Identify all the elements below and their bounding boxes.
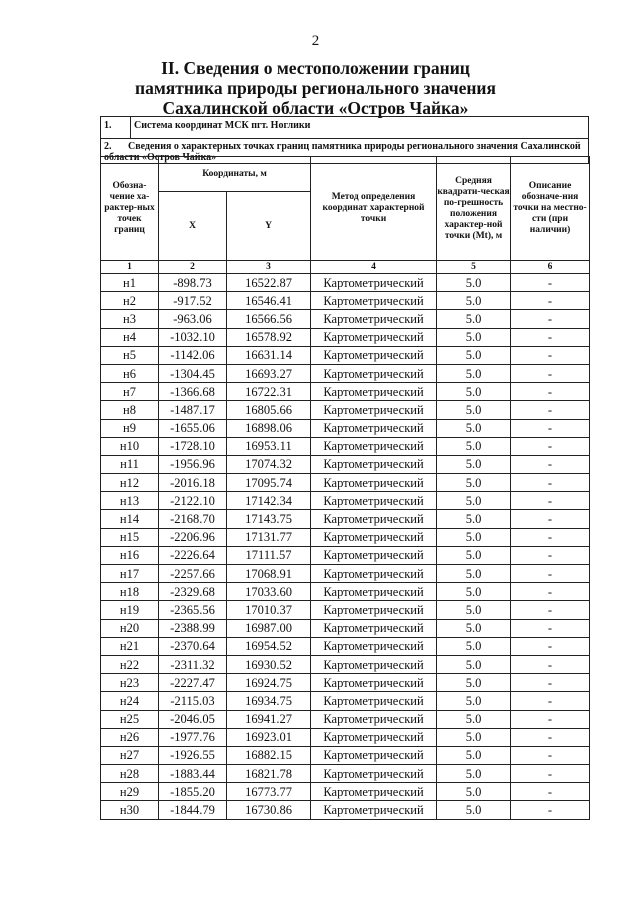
coordinate-y-cell: 16953.11: [227, 437, 311, 455]
column-index: 5: [437, 261, 511, 274]
point-designation-cell: н8: [101, 401, 159, 419]
method-cell: Картометрический: [311, 292, 437, 310]
point-designation-cell: н9: [101, 419, 159, 437]
header-coordinates: Координаты, м: [159, 157, 311, 192]
method-cell: Картометрический: [311, 383, 437, 401]
column-index: 2: [159, 261, 227, 274]
coordinate-x-cell: -2227.47: [159, 674, 227, 692]
point-designation-cell: н17: [101, 565, 159, 583]
error-cell: 5.0: [437, 474, 511, 492]
point-designation-cell: н27: [101, 746, 159, 764]
table-row: [101, 383, 590, 401]
column-index: 3: [227, 261, 311, 274]
description-cell: -: [511, 765, 590, 783]
coordinate-y-cell: 16522.87: [227, 274, 311, 292]
table-row: [101, 401, 590, 419]
point-designation-cell: н25: [101, 710, 159, 728]
description-cell: -: [511, 583, 590, 601]
method-cell: Картометрический: [311, 364, 437, 382]
table-row: [101, 546, 590, 564]
method-cell: Картометрический: [311, 637, 437, 655]
description-cell: -: [511, 292, 590, 310]
error-cell: 5.0: [437, 346, 511, 364]
point-designation-cell: н15: [101, 528, 159, 546]
section-1-number: 1.: [101, 117, 131, 139]
coordinate-x-cell: -2370.64: [159, 637, 227, 655]
description-cell: -: [511, 565, 590, 583]
table-row: [101, 728, 590, 746]
method-cell: Картометрический: [311, 455, 437, 473]
error-cell: 5.0: [437, 274, 511, 292]
coordinate-y-cell: 16934.75: [227, 692, 311, 710]
error-cell: 5.0: [437, 310, 511, 328]
description-cell: -: [511, 383, 590, 401]
coordinate-x-cell: -2206.96: [159, 528, 227, 546]
error-cell: 5.0: [437, 801, 511, 819]
description-cell: -: [511, 546, 590, 564]
coordinate-y-cell: 16930.52: [227, 655, 311, 673]
coordinate-x-cell: -1032.10: [159, 328, 227, 346]
table-row: [101, 364, 590, 382]
coordinate-y-cell: 16898.06: [227, 419, 311, 437]
table-row: [101, 437, 590, 455]
coordinate-x-cell: -2168.70: [159, 510, 227, 528]
point-designation-cell: н20: [101, 619, 159, 637]
point-designation-cell: н28: [101, 765, 159, 783]
error-cell: 5.0: [437, 710, 511, 728]
method-cell: Картометрический: [311, 601, 437, 619]
error-cell: 5.0: [437, 674, 511, 692]
table-row: [101, 528, 590, 546]
error-cell: 5.0: [437, 328, 511, 346]
error-cell: 5.0: [437, 637, 511, 655]
coordinate-y-cell: 17142.34: [227, 492, 311, 510]
point-designation-cell: н2: [101, 292, 159, 310]
method-cell: Картометрический: [311, 474, 437, 492]
coordinate-x-cell: -1728.10: [159, 437, 227, 455]
table-row: [101, 783, 590, 801]
method-cell: Картометрический: [311, 728, 437, 746]
method-cell: Картометрический: [311, 401, 437, 419]
header-point-designation: Обозна-чение ха-рактер-ных точек границ: [101, 157, 159, 261]
error-cell: 5.0: [437, 437, 511, 455]
method-cell: Картометрический: [311, 710, 437, 728]
point-designation-cell: н19: [101, 601, 159, 619]
description-cell: -: [511, 746, 590, 764]
error-cell: 5.0: [437, 601, 511, 619]
method-cell: Картометрический: [311, 528, 437, 546]
method-cell: Картометрический: [311, 492, 437, 510]
description-cell: -: [511, 346, 590, 364]
table-row: [101, 565, 590, 583]
column-index: 6: [511, 261, 590, 274]
coordinate-x-cell: -963.06: [159, 310, 227, 328]
description-cell: -: [511, 783, 590, 801]
coordinate-x-cell: -2311.32: [159, 655, 227, 673]
coordinate-x-cell: -917.52: [159, 292, 227, 310]
method-cell: Картометрический: [311, 328, 437, 346]
method-cell: Картометрический: [311, 346, 437, 364]
description-cell: -: [511, 474, 590, 492]
description-cell: -: [511, 510, 590, 528]
description-cell: -: [511, 492, 590, 510]
method-cell: Картометрический: [311, 674, 437, 692]
error-cell: 5.0: [437, 383, 511, 401]
title-line-2: памятника природы регионального значения: [135, 78, 496, 98]
coordinate-system-text: Система координат МСК пгт. Ноглики: [131, 117, 589, 139]
table-row: [101, 310, 590, 328]
section-2-number: 2.: [104, 141, 112, 152]
coordinate-y-cell: 17010.37: [227, 601, 311, 619]
description-cell: -: [511, 328, 590, 346]
coordinate-y-cell: 16882.15: [227, 746, 311, 764]
description-cell: -: [511, 710, 590, 728]
table-row: [101, 765, 590, 783]
point-designation-cell: н18: [101, 583, 159, 601]
point-designation-cell: н24: [101, 692, 159, 710]
description-cell: -: [511, 619, 590, 637]
method-cell: Картометрический: [311, 274, 437, 292]
point-designation-cell: н10: [101, 437, 159, 455]
coordinate-x-cell: -2046.05: [159, 710, 227, 728]
point-designation-cell: н16: [101, 546, 159, 564]
method-cell: Картометрический: [311, 783, 437, 801]
error-cell: 5.0: [437, 292, 511, 310]
coordinate-x-cell: -1366.68: [159, 383, 227, 401]
error-cell: 5.0: [437, 765, 511, 783]
coordinate-y-cell: 16941.27: [227, 710, 311, 728]
point-designation-cell: н22: [101, 655, 159, 673]
coordinate-y-cell: 16924.75: [227, 674, 311, 692]
coordinates-table: [100, 156, 590, 820]
coordinate-y-cell: 16722.31: [227, 383, 311, 401]
method-cell: Картометрический: [311, 546, 437, 564]
coordinate-y-cell: 16546.41: [227, 292, 311, 310]
method-cell: Картометрический: [311, 510, 437, 528]
table-row: [101, 346, 590, 364]
description-cell: -: [511, 364, 590, 382]
coordinate-x-cell: -2122.10: [159, 492, 227, 510]
table-row: [101, 710, 590, 728]
coordinate-x-cell: -898.73: [159, 274, 227, 292]
header-description: Описание обозначе-ния точки на местно-сти (при наличии): [511, 157, 590, 261]
point-designation-cell: н4: [101, 328, 159, 346]
description-cell: -: [511, 437, 590, 455]
header-error: Средняя квадрати-ческая по-грешность положения характер-ной точки (Mt), м: [437, 157, 511, 261]
point-designation-cell: н5: [101, 346, 159, 364]
point-designation-cell: н6: [101, 364, 159, 382]
method-cell: Картометрический: [311, 619, 437, 637]
point-designation-cell: н26: [101, 728, 159, 746]
error-cell: 5.0: [437, 583, 511, 601]
error-cell: 5.0: [437, 419, 511, 437]
error-cell: 5.0: [437, 783, 511, 801]
coordinate-y-cell: 16773.77: [227, 783, 311, 801]
point-designation-cell: н21: [101, 637, 159, 655]
table-row: [101, 274, 590, 292]
coordinate-x-cell: -1926.55: [159, 746, 227, 764]
coordinate-x-cell: -2226.64: [159, 546, 227, 564]
coordinate-y-cell: 17111.57: [227, 546, 311, 564]
error-cell: 5.0: [437, 510, 511, 528]
point-designation-cell: н11: [101, 455, 159, 473]
coordinate-y-cell: 16730.86: [227, 801, 311, 819]
coordinate-x-cell: -1655.06: [159, 419, 227, 437]
coordinate-y-cell: 16821.78: [227, 765, 311, 783]
table-row: [101, 655, 590, 673]
coordinate-x-cell: -1977.76: [159, 728, 227, 746]
error-cell: 5.0: [437, 692, 511, 710]
method-cell: Картометрический: [311, 437, 437, 455]
title-line-3: Сахалинской области «Остров Чайка»: [162, 98, 469, 118]
error-cell: 5.0: [437, 619, 511, 637]
description-cell: -: [511, 728, 590, 746]
coordinate-y-cell: 17074.32: [227, 455, 311, 473]
coordinate-y-cell: 16805.66: [227, 401, 311, 419]
coordinate-y-cell: 17095.74: [227, 474, 311, 492]
point-designation-cell: н29: [101, 783, 159, 801]
method-cell: Картометрический: [311, 765, 437, 783]
description-cell: -: [511, 674, 590, 692]
coordinate-y-cell: 16631.14: [227, 346, 311, 364]
points-info-text: Сведения о характерных точках границ памятника природы регионального значения Сахалинской области «Остров Чайка»: [104, 141, 581, 163]
point-designation-cell: н23: [101, 674, 159, 692]
table-row: [101, 637, 590, 655]
coordinate-y-cell: 16954.52: [227, 637, 311, 655]
coordinate-x-cell: -1883.44: [159, 765, 227, 783]
error-cell: 5.0: [437, 546, 511, 564]
column-index: 4: [311, 261, 437, 274]
coordinate-x-cell: -1487.17: [159, 401, 227, 419]
coordinate-y-cell: 17033.60: [227, 583, 311, 601]
description-cell: -: [511, 455, 590, 473]
point-designation-cell: н13: [101, 492, 159, 510]
coordinate-system-row: [101, 117, 589, 139]
coordinate-x-cell: -2365.56: [159, 601, 227, 619]
method-cell: Картометрический: [311, 583, 437, 601]
table-row: [101, 801, 590, 819]
title-line-1: II. Сведения о местоположении границ: [161, 58, 470, 78]
coordinate-y-cell: 17131.77: [227, 528, 311, 546]
coordinate-x-cell: -2388.99: [159, 619, 227, 637]
table-row: [101, 601, 590, 619]
description-cell: -: [511, 528, 590, 546]
coordinate-y-cell: 16566.56: [227, 310, 311, 328]
error-cell: 5.0: [437, 401, 511, 419]
coordinates-table-body: [101, 274, 590, 820]
header-row: [101, 157, 590, 192]
description-cell: -: [511, 601, 590, 619]
coordinate-x-cell: -1142.06: [159, 346, 227, 364]
method-cell: Картометрический: [311, 746, 437, 764]
method-cell: Картометрический: [311, 692, 437, 710]
table-row: [101, 292, 590, 310]
error-cell: 5.0: [437, 565, 511, 583]
error-cell: 5.0: [437, 655, 511, 673]
table-row: [101, 692, 590, 710]
coordinate-x-cell: -1956.96: [159, 455, 227, 473]
description-cell: -: [511, 692, 590, 710]
coordinate-x-cell: -2257.66: [159, 565, 227, 583]
column-index-row: [101, 261, 590, 274]
table-row: [101, 474, 590, 492]
table-row: [101, 746, 590, 764]
description-cell: -: [511, 310, 590, 328]
description-cell: -: [511, 274, 590, 292]
table-row: [101, 328, 590, 346]
coordinate-x-cell: -2329.68: [159, 583, 227, 601]
error-cell: 5.0: [437, 528, 511, 546]
coordinate-x-cell: -1855.20: [159, 783, 227, 801]
method-cell: Картометрический: [311, 655, 437, 673]
header-y: Y: [227, 192, 311, 261]
description-cell: -: [511, 419, 590, 437]
coordinate-x-cell: -2115.03: [159, 692, 227, 710]
table-row: [101, 510, 590, 528]
table-row: [101, 419, 590, 437]
coordinate-y-cell: 16923.01: [227, 728, 311, 746]
method-cell: Картометрический: [311, 801, 437, 819]
point-designation-cell: н12: [101, 474, 159, 492]
description-cell: -: [511, 401, 590, 419]
point-designation-cell: н30: [101, 801, 159, 819]
coordinate-y-cell: 17068.91: [227, 565, 311, 583]
point-designation-cell: н1: [101, 274, 159, 292]
coordinate-y-cell: 16578.92: [227, 328, 311, 346]
table-row: [101, 674, 590, 692]
header-method: Метод определения координат характерной точки: [311, 157, 437, 261]
coordinate-x-cell: -1844.79: [159, 801, 227, 819]
coordinate-x-cell: -2016.18: [159, 474, 227, 492]
point-designation-cell: н3: [101, 310, 159, 328]
coordinate-y-cell: 17143.75: [227, 510, 311, 528]
table-row: [101, 583, 590, 601]
point-designation-cell: н14: [101, 510, 159, 528]
document-title: [0, 58, 631, 118]
point-designation-cell: н7: [101, 383, 159, 401]
error-cell: 5.0: [437, 492, 511, 510]
method-cell: Картометрический: [311, 565, 437, 583]
method-cell: Картометрический: [311, 310, 437, 328]
column-index: 1: [101, 261, 159, 274]
error-cell: 5.0: [437, 455, 511, 473]
header-x: X: [159, 192, 227, 261]
method-cell: Картометрический: [311, 419, 437, 437]
coordinate-y-cell: 16987.00: [227, 619, 311, 637]
page-number: 2: [311, 33, 320, 49]
table-row: [101, 619, 590, 637]
description-cell: -: [511, 655, 590, 673]
error-cell: 5.0: [437, 746, 511, 764]
description-cell: -: [511, 801, 590, 819]
table-row: [101, 455, 590, 473]
table-row: [101, 492, 590, 510]
coordinate-y-cell: 16693.27: [227, 364, 311, 382]
description-cell: -: [511, 637, 590, 655]
error-cell: 5.0: [437, 364, 511, 382]
coordinate-x-cell: -1304.45: [159, 364, 227, 382]
error-cell: 5.0: [437, 728, 511, 746]
